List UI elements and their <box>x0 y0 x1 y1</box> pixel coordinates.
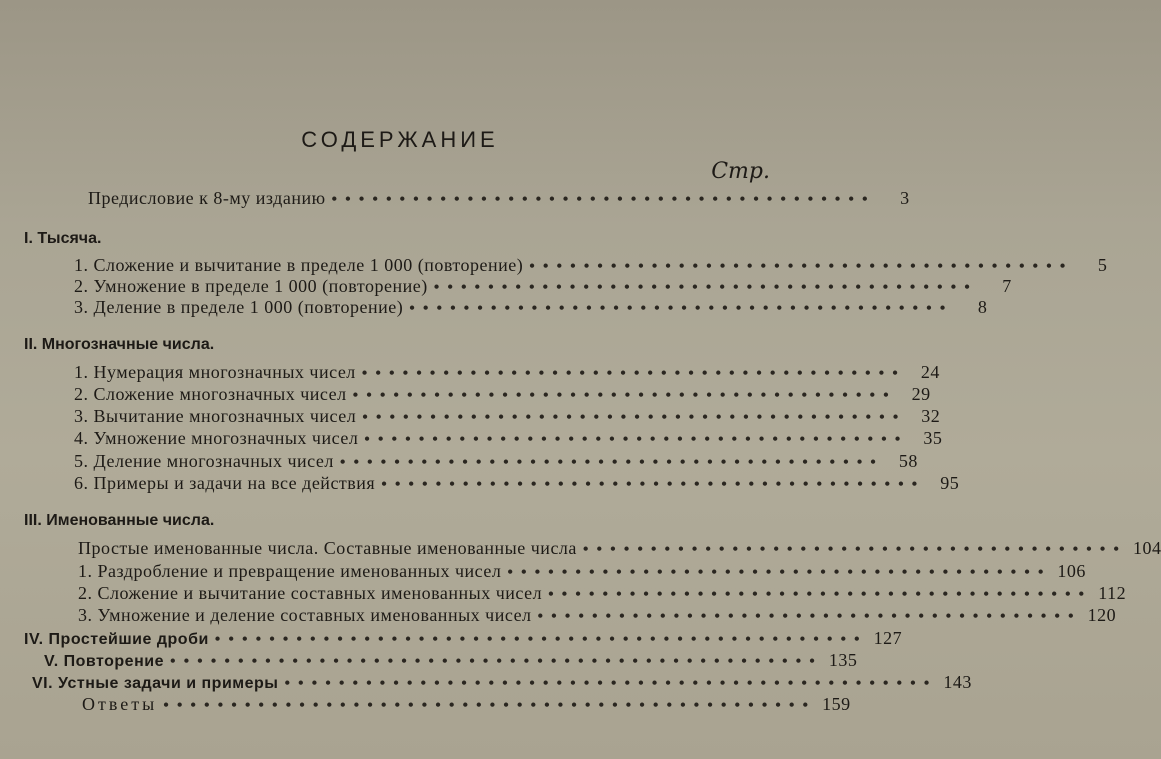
toc-entry-label: IV. Простейшие дроби <box>24 631 209 648</box>
leader-dots: •••••••••••••••••••••••••••••••••••••••••••••••• <box>214 631 868 648</box>
toc-entry <box>74 428 943 452</box>
toc-entry-page: 112 <box>1098 583 1127 603</box>
leader-dots: •••••••••••••••••••••••••••••••••••••••• <box>409 300 954 317</box>
toc-entry-preface <box>88 188 910 212</box>
toc-entry <box>74 451 918 475</box>
toc-entry <box>74 473 960 497</box>
toc-entry-label: 3. Вычитание многозначных чисел <box>74 406 357 426</box>
leader-dots: •••••••••••••••••••••••••••••••••••••••••••••••• <box>284 675 938 692</box>
leader-dots: •••••••••••••••••••••••••••••••••••••••• <box>529 258 1074 275</box>
leader-dots: •••••••••••••••••••••••••••••••••••••••• <box>364 431 909 448</box>
toc-section-entry <box>24 628 903 652</box>
toc-entry-page: 29 <box>911 384 931 404</box>
toc-entry <box>78 605 1117 629</box>
page-column-label: Стр. <box>711 159 770 184</box>
toc-entry-label: Предисловие к 8-му изданию <box>88 188 326 208</box>
toc-entry-label: 3. Деление в пределе 1 000 (повторение) <box>74 297 404 317</box>
toc-entry-page: 143 <box>943 672 972 692</box>
leader-dots: •••••••••••••••••••••••••••••••••••••••• <box>339 454 884 471</box>
toc-entry-page: 104 <box>1132 538 1161 558</box>
toc-entry-page: 8 <box>977 297 988 317</box>
toc-entry-page: 95 <box>940 473 960 493</box>
leader-dots: •••••••••••••••••••••••••••••••••••••••• <box>582 541 1127 558</box>
leader-dots: •••••••••••••••••••••••••••••••••••••••• <box>352 387 897 404</box>
toc-entry-page: 159 <box>822 694 851 714</box>
leader-dots: •••••••••••••••••••••••••••••••••••••••• <box>331 191 876 208</box>
leader-dots: •••••••••••••••••••••••••••••••••••••••• <box>537 608 1082 625</box>
leader-dots: •••••••••••••••••••••••••••••••••••••••• <box>433 279 978 296</box>
toc-entry <box>74 297 988 321</box>
toc-entry <box>78 583 1127 607</box>
toc-entry-page: 127 <box>873 628 903 648</box>
leader-dots: •••••••••••••••••••••••••••••••••••••••••••••••• <box>163 697 817 714</box>
toc-entry-label: Простые именованные числа. Составные именованные числа <box>78 538 577 558</box>
toc-entry-label: 2. Сложение и вычитание составных именованных чисел <box>78 583 543 603</box>
toc-entry-label: VI. Устные задачи и примеры <box>32 675 279 692</box>
toc-entry-page: 24 <box>920 362 940 382</box>
toc-entry-page: 106 <box>1057 561 1086 581</box>
toc-entry-page: 135 <box>828 650 858 670</box>
section-heading: I. Тысяча. <box>24 230 102 247</box>
toc-entry-page: 32 <box>921 406 941 426</box>
toc-entry-label: 5. Деление многозначных чисел <box>74 451 334 471</box>
leader-dots: •••••••••••••••••••••••••••••••••••••••• <box>548 586 1093 603</box>
toc-entry-label: 1. Сложение и вычитание в пределе 1 000 (повторение) <box>74 255 524 275</box>
leader-dots: •••••••••••••••••••••••••••••••••••••••• <box>507 564 1052 581</box>
toc-entry-page: 5 <box>1097 255 1108 275</box>
toc-entry-label: 6. Примеры и задачи на все действия <box>74 473 376 493</box>
section-heading: II. Многозначные числа. <box>24 336 215 353</box>
leader-dots: •••••••••••••••••••••••••••••••••••••••••••••••• <box>169 653 823 670</box>
toc-entry-page: 35 <box>923 428 943 448</box>
toc-entry-page: 120 <box>1087 605 1117 625</box>
toc-entry-label: 1. Нумерация многозначных чисел <box>74 362 356 382</box>
toc-entry-label: 3. Умножение и деление составных именованных чисел <box>78 605 532 625</box>
toc-entry <box>74 362 940 386</box>
toc-entry <box>74 384 931 408</box>
toc-entry-label: Ответы <box>82 694 158 714</box>
toc-section-entry <box>32 672 972 696</box>
page-title: СОДЕРЖАНИЕ <box>301 127 499 152</box>
leader-dots: •••••••••••••••••••••••••••••••••••••••• <box>381 476 926 493</box>
toc-entry-label: 2. Умножение в пределе 1 000 (повторение) <box>74 276 428 296</box>
toc-entry-label: 2. Сложение многозначных чисел <box>74 384 347 404</box>
leader-dots: •••••••••••••••••••••••••••••••••••••••• <box>362 409 907 426</box>
toc-entry-label: 1. Раздробление и превращение именованных чисел <box>78 561 502 581</box>
leader-dots: •••••••••••••••••••••••••••••••••••••••• <box>361 365 906 382</box>
toc-entry-page: 58 <box>898 451 918 471</box>
section-heading: III. Именованные числа. <box>24 512 215 529</box>
toc-entry-answers <box>82 694 851 718</box>
toc-section-entry <box>44 650 858 674</box>
toc-entry <box>78 538 1161 562</box>
toc-entry <box>78 561 1086 585</box>
toc-entry-page: 7 <box>1002 276 1012 296</box>
toc-entry-page: 3 <box>900 188 910 208</box>
toc-entry-label: 4. Умножение многозначных чисел <box>74 428 359 448</box>
toc-entry <box>74 406 941 430</box>
toc-entry-label: V. Повторение <box>44 653 164 670</box>
